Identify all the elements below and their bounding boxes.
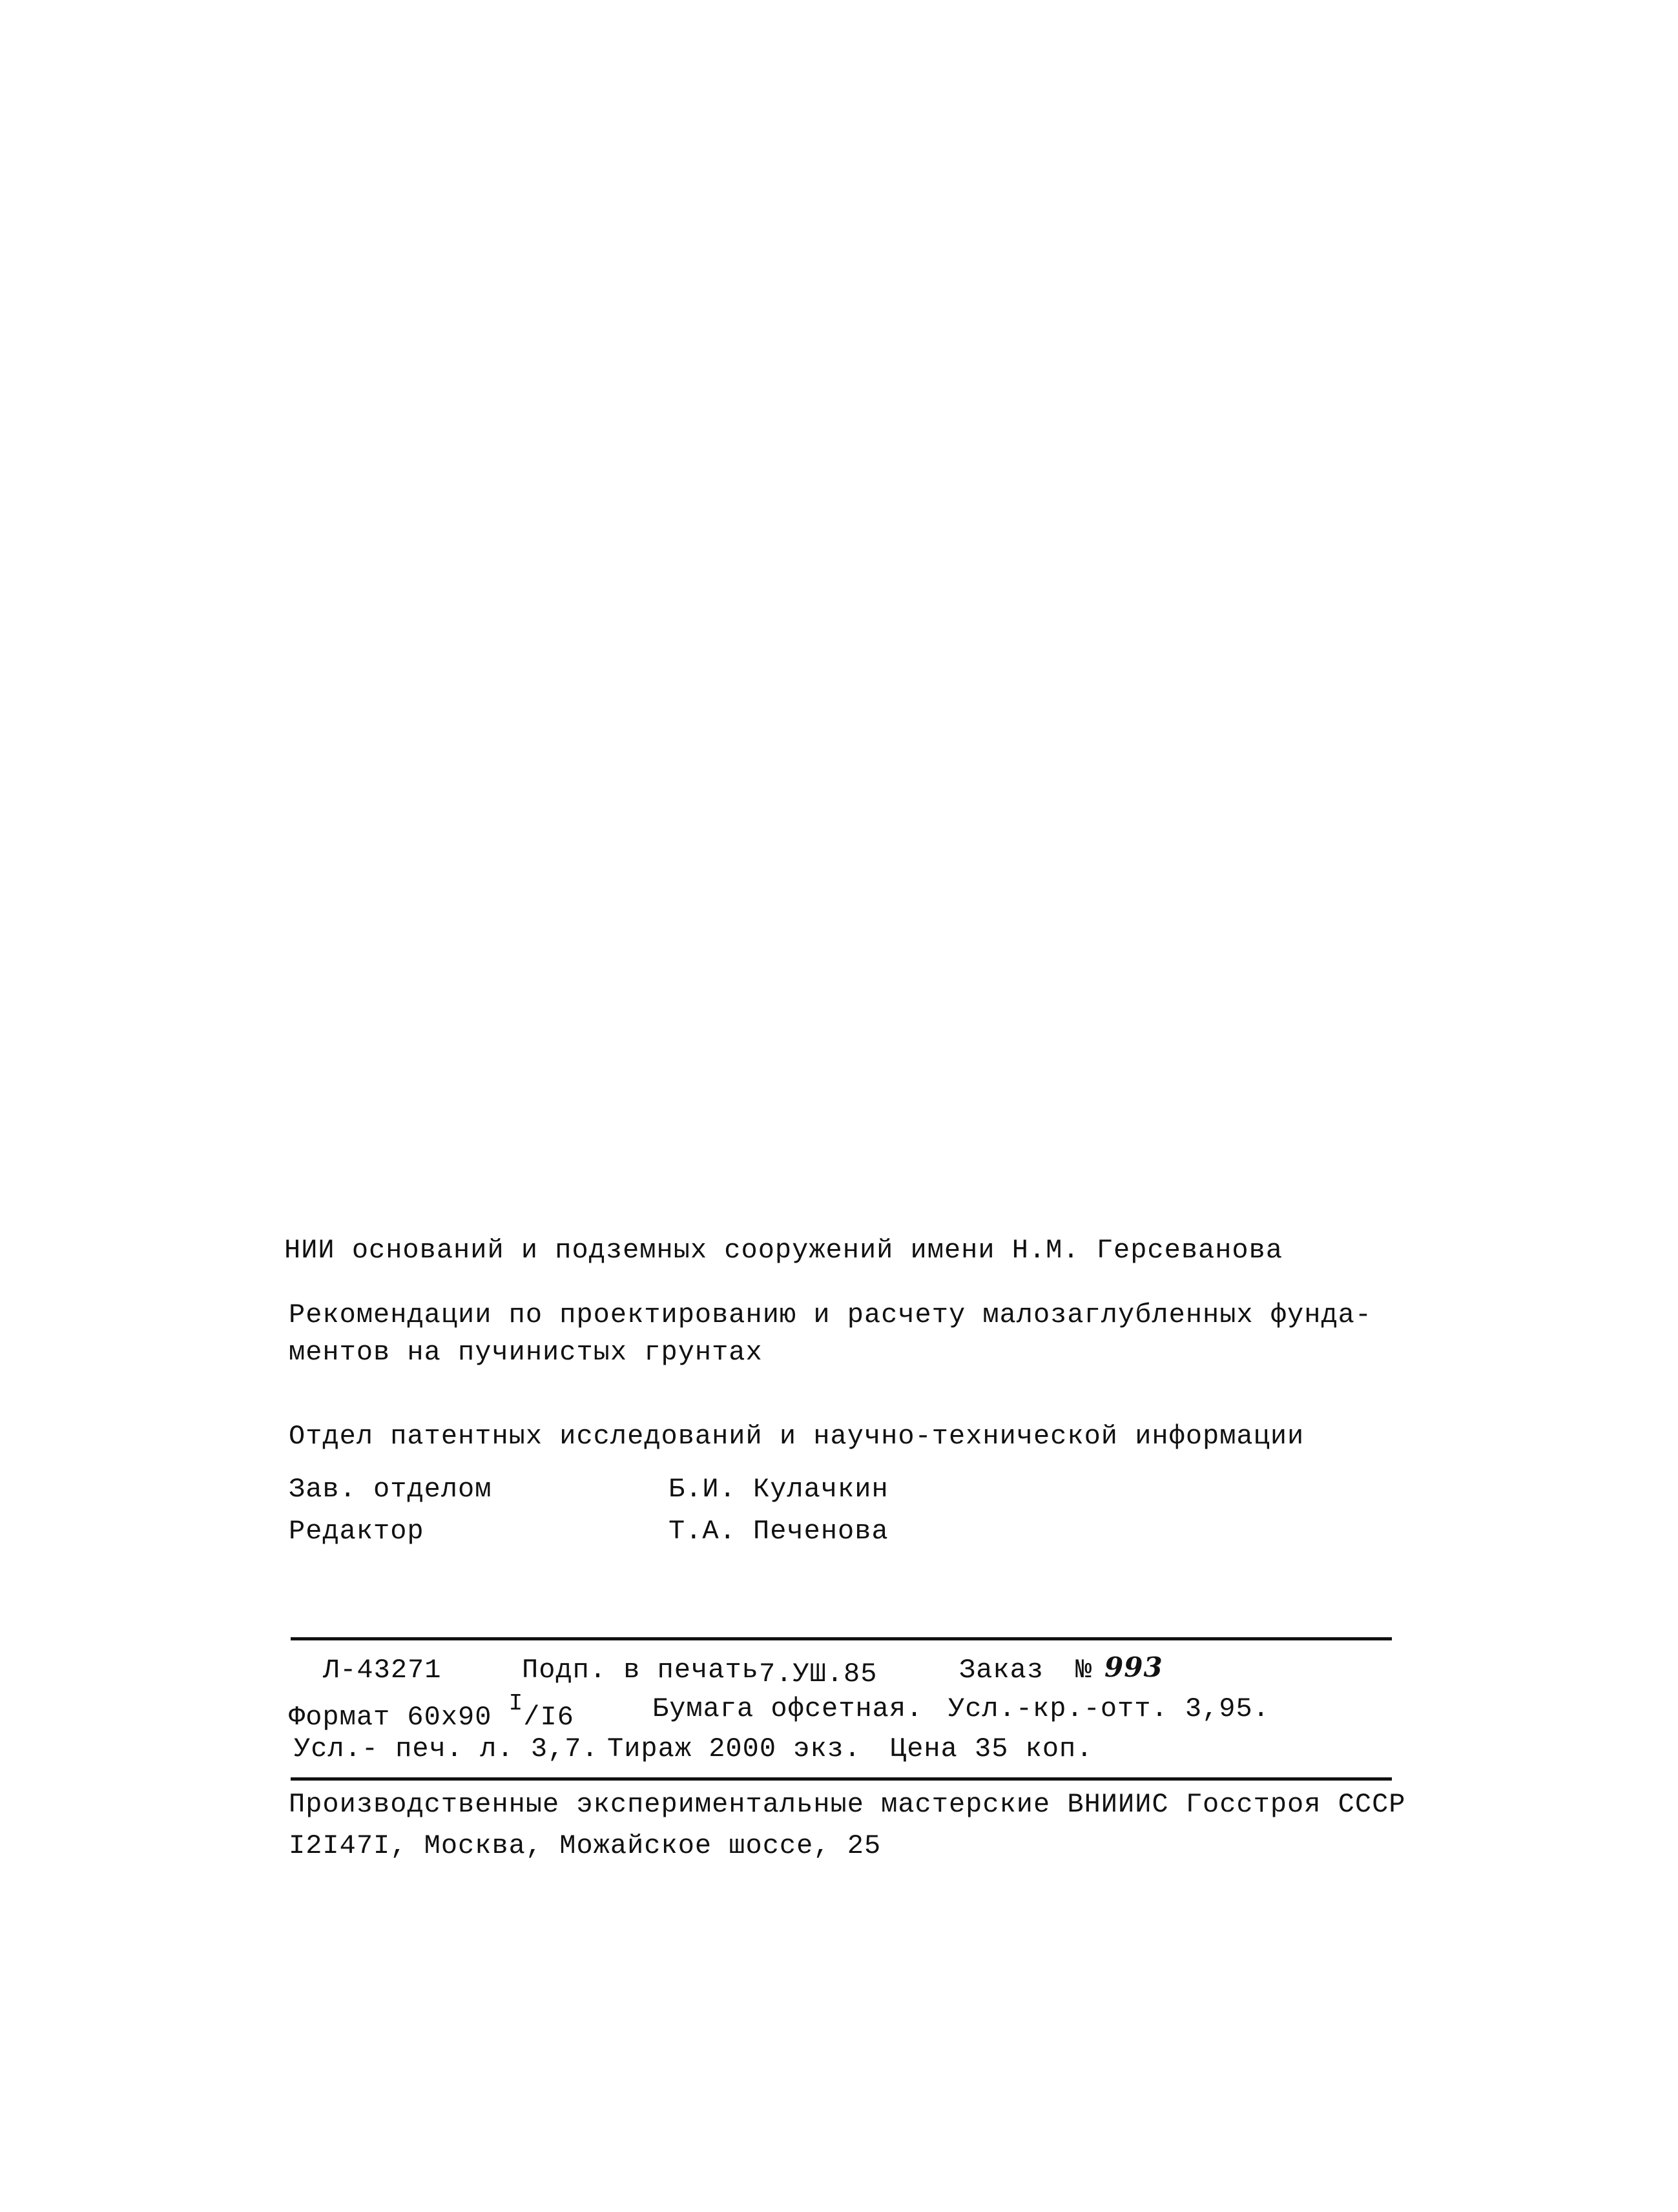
print-sheets-pech: Усл.- печ. л. 3,7. (294, 1733, 599, 1764)
staff-role-editor: Редактор (289, 1516, 424, 1547)
format-line (289, 1692, 574, 1734)
staff-name-editor: Т.А. Печенова (668, 1516, 889, 1547)
department-name: Отдел патентных исследований и научно-технической информации (289, 1421, 1305, 1452)
format-label: Формат 60х90 (289, 1702, 492, 1733)
format-fraction-den: /I6 (523, 1702, 574, 1733)
printer-line-1: Производственные экспериментальные мастерские ВНИИИС Госстроя СССР (289, 1789, 1406, 1820)
license-number: Л-43271 (323, 1655, 442, 1686)
printer-line-2: I2I47I, Москва, Можайское шоссе, 25 (289, 1830, 882, 1861)
circulation: Тираж 2000 экз. (607, 1733, 862, 1764)
top-rule (291, 1637, 1392, 1640)
bottom-rule (291, 1777, 1392, 1781)
order-label: Заказ (959, 1655, 1044, 1686)
order-number: 993 (1104, 1651, 1163, 1683)
print-sheets-kr: Усл.-кр.-отт. 3,95. (948, 1693, 1270, 1724)
staff-name-head: Б.И. Кулачкин (668, 1474, 889, 1505)
signed-date: 7.УШ.85 (759, 1659, 878, 1690)
format-fraction-num: I (508, 1690, 524, 1717)
signed-label: Подп. в печать (522, 1655, 759, 1686)
price: Цена 35 коп. (890, 1733, 1093, 1764)
paper-type: Бумага офсетная. (652, 1693, 924, 1724)
order-number-prefix: № (1075, 1655, 1093, 1686)
staff-role-head: Зав. отделом (289, 1474, 492, 1505)
book-title-line-1: Рекомендации по проектированию и расчету малозаглубленных фунда- (289, 1299, 1372, 1330)
institute-name: НИИ оснований и подземных сооружений имени Н.М. Герсеванова (284, 1235, 1283, 1266)
book-title-line-2: ментов на пучинистых грунтах (289, 1337, 763, 1368)
